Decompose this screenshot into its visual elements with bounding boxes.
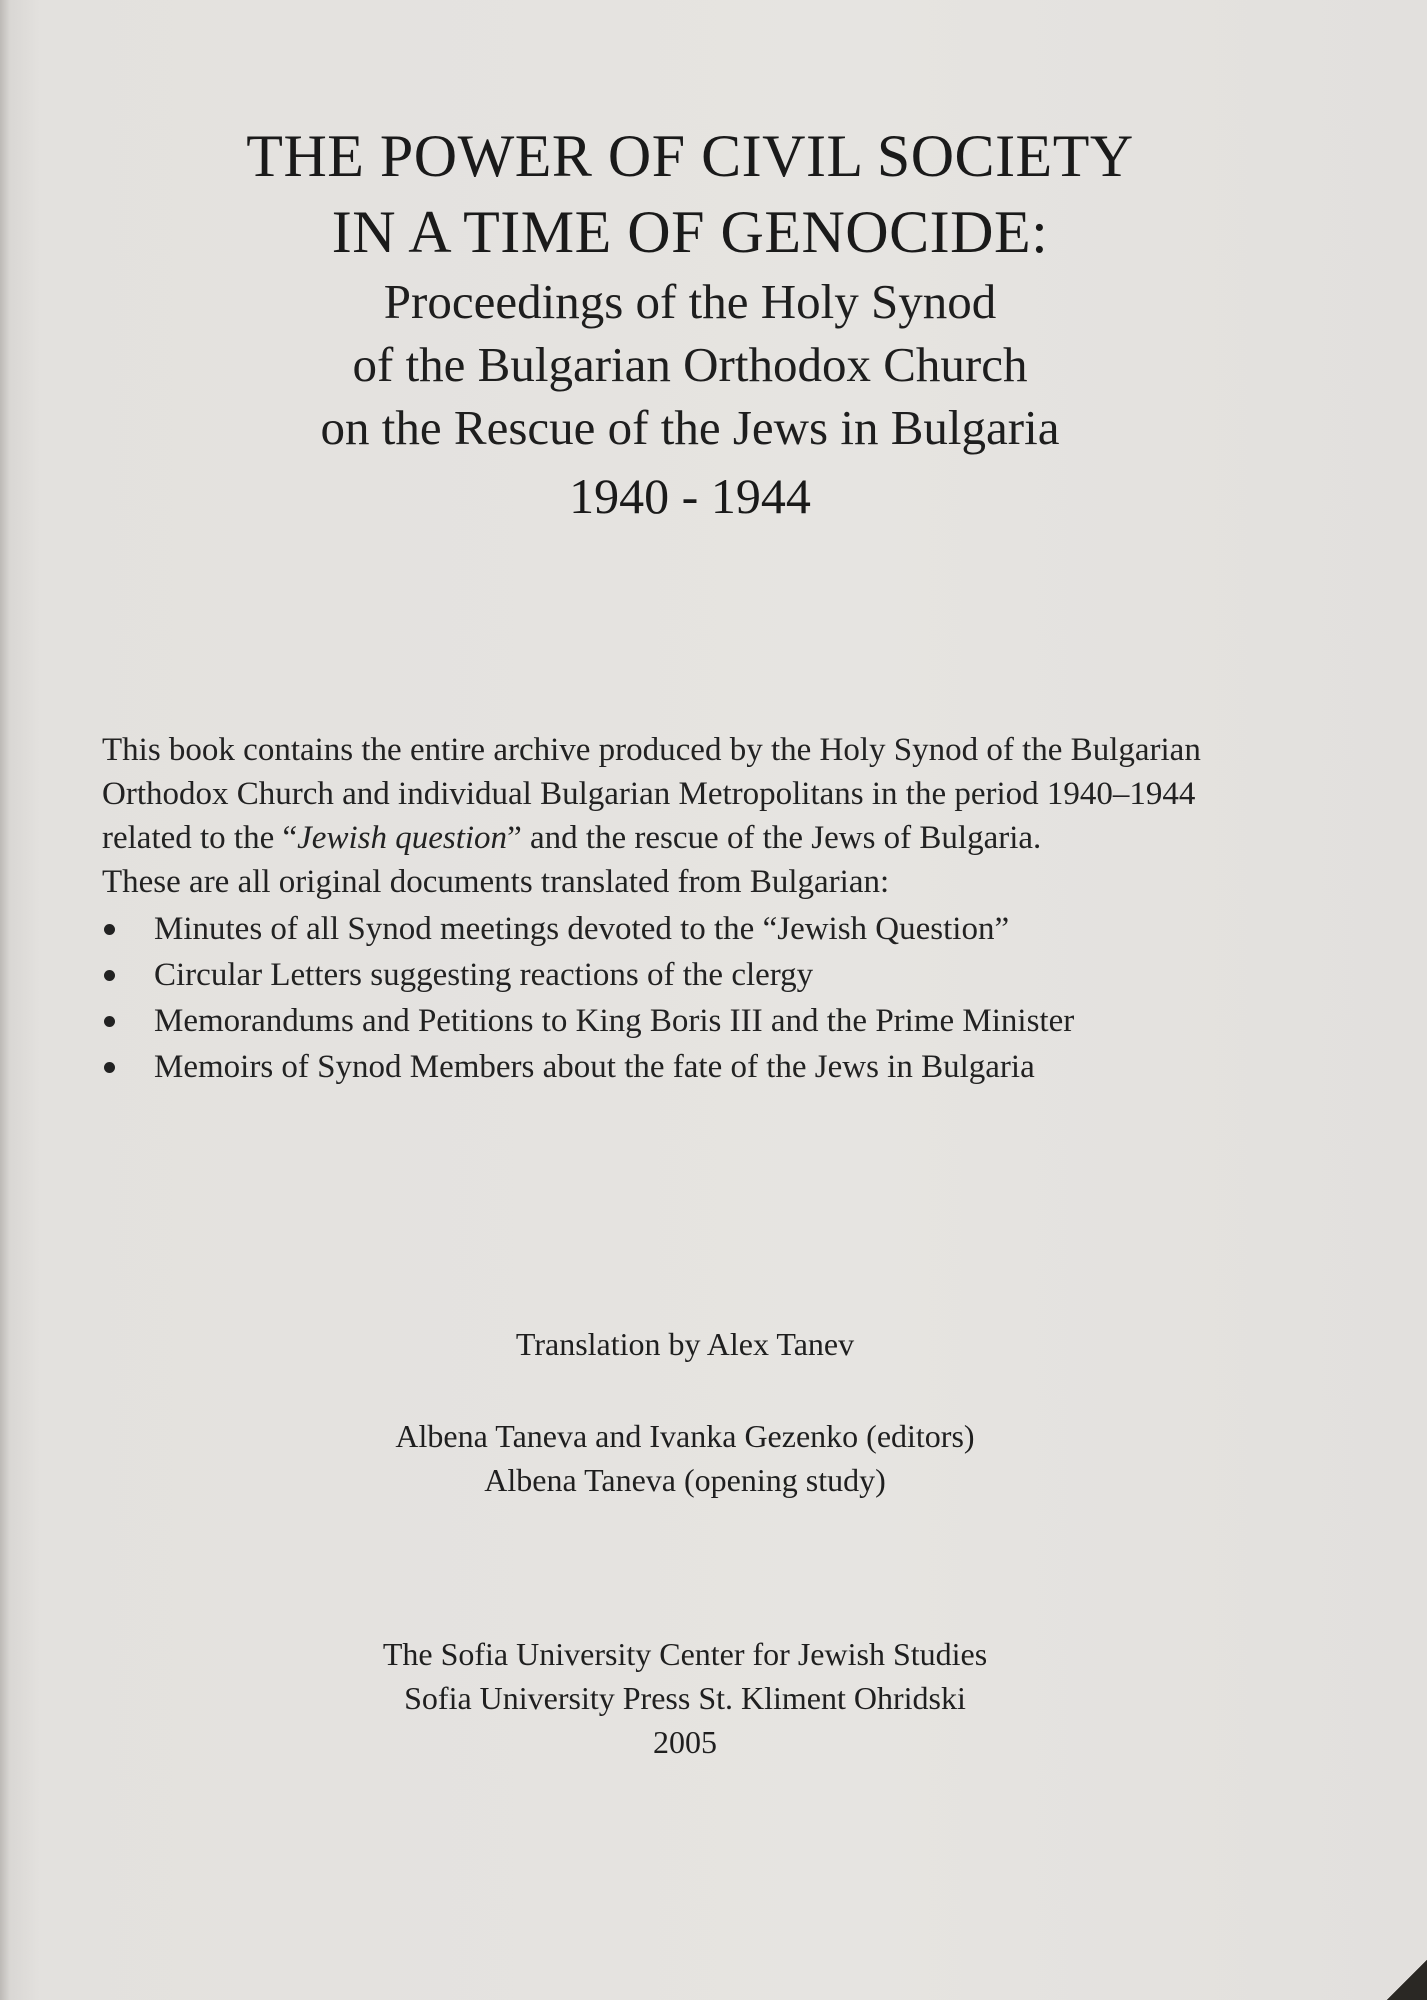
bullet-icon (104, 924, 115, 935)
book-title-line-1: THE POWER OF CIVIL SOCIETY (246, 123, 1134, 189)
title-block (0, 118, 1380, 529)
bullet-icon (104, 1016, 115, 1027)
subtitle-line-2: of the Bulgarian Orthodox Church (352, 337, 1028, 392)
list-item-text: Memorandums and Petitions to King Boris III and the Prime Minister (154, 1003, 1075, 1039)
editors-block (0, 1414, 1370, 1502)
list-item-text: Memoirs of Synod Members about the fate of the Jews in Bulgaria (154, 1049, 1035, 1085)
publisher-center: The Sofia University Center for Jewish Studies (382, 1636, 988, 1672)
subtitle-line-3: on the Rescue of the Jews in Bulgaria (320, 400, 1060, 455)
list-item (102, 1044, 1282, 1090)
publisher-block (0, 1632, 1370, 1764)
years-range: 1940 - 1944 (569, 468, 811, 524)
subtitle-line-1: Proceedings of the Holy Synod (383, 274, 997, 329)
bullet-icon (104, 1062, 115, 1073)
description-italic-term: Jewish question (297, 820, 508, 856)
list-item-text: Minutes of all Synod meetings devoted to the “Jewish Question” (154, 911, 1010, 947)
book-title-line-2: IN A TIME OF GENOCIDE: (331, 199, 1049, 265)
publication-year: 2005 (653, 1724, 717, 1760)
list-item (102, 952, 1282, 998)
publisher-press: Sofia University Press St. Kliment Ohridski (404, 1680, 966, 1716)
list-item (102, 998, 1282, 1044)
description-paragraph (102, 728, 1282, 860)
list-item (102, 906, 1282, 952)
description-text-end: ” and the rescue of the Jews of Bulgaria. (507, 820, 1042, 856)
description (102, 728, 1282, 1090)
description-text-start: This book contains the entire archive produced by the Holy Synod of the Bulgarian Orthodox Church and individual Bulgarian Metropolitans in the period 1940–1944 related to the “ (102, 732, 1201, 856)
translation-credit: Translation by Alex Tanev (515, 1326, 855, 1362)
document-list (102, 906, 1282, 1090)
translator-credit (0, 1322, 1370, 1366)
editors-credit: Albena Taneva and Ivanka Gezenko (editors) (395, 1418, 975, 1454)
bullet-icon (104, 970, 115, 981)
list-item-text: Circular Letters suggesting reactions of the clergy (154, 957, 814, 993)
list-intro: These are all original documents translated from Bulgarian: (102, 864, 890, 900)
opening-study-credit: Albena Taneva (opening study) (484, 1462, 886, 1498)
